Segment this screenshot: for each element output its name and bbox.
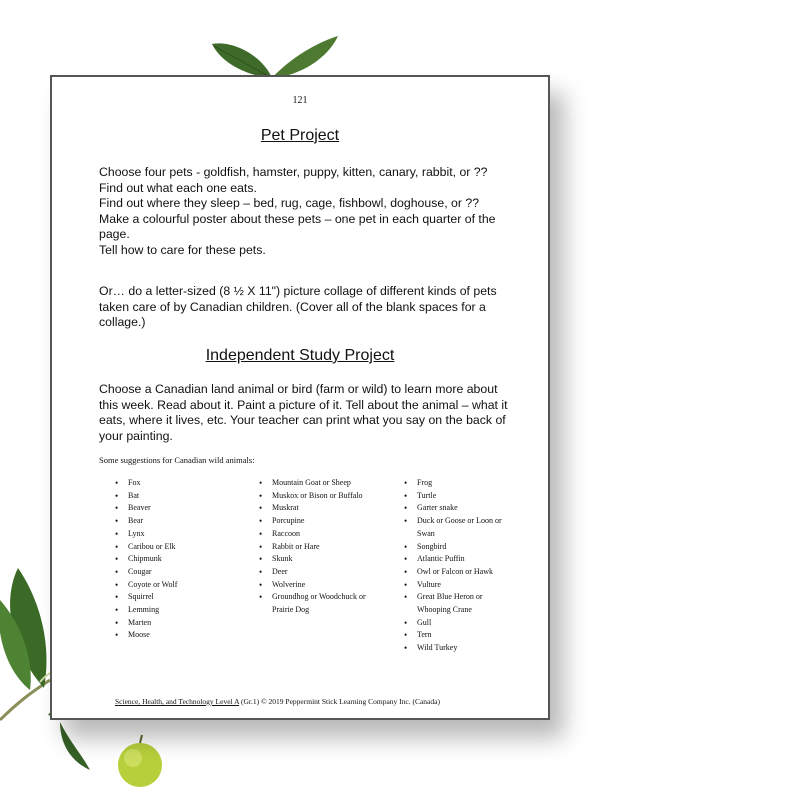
animal-list-item: • Gull [404,617,514,630]
animal-list-item: • Frog [404,477,514,490]
top-leaves [212,36,338,78]
animal-list-column-1 [115,477,225,642]
animal-list-item: • Caribou or Elk [115,541,225,554]
animal-list-item: • Groundhog or Woodchuck or Prairie Dog [259,591,379,616]
collage-instructions: Or… do a letter-sized (8 ½ X 11") picture collage of different kinds of pets taken care of by Canadian children. (Cover all of the blank spaces for a collage.) [99,284,497,329]
pet-project-instructions [99,165,509,258]
animal-list-column-2 [259,477,379,617]
animal-list-item: • Wolverine [259,579,379,592]
page-footer [115,697,440,706]
animal-list-item: • Rabbit or Hare [259,541,379,554]
animal-list-item: • Deer [259,566,379,579]
instruction-line: Find out what each one eats. [99,180,257,195]
animal-list-item: • Duck or Goose or Loon or Swan [404,515,514,540]
lime-fruit [118,735,162,787]
animal-list-item: • Raccoon [259,528,379,541]
animal-list-item: • Coyote or Wolf [115,579,225,592]
footer-copyright: (Gr.1) © 2019 Peppermint Stick Learning Company Inc. (Canada) [239,697,440,706]
animal-list-item: • Skunk [259,553,379,566]
animal-list-item: • Chipmunk [115,553,225,566]
animal-list-item: • Marten [115,617,225,630]
animal-list-item: • Tern [404,629,514,642]
animal-list-item: • Mountain Goat or Sheep [259,477,379,490]
animal-list-item: • Lynx [115,528,225,541]
page-number: 121 [292,95,308,106]
instruction-line: Choose four pets - goldfish, hamster, puppy, kitten, canary, rabbit, or ?? [99,165,488,179]
animal-list-item: • Wild Turkey [404,642,514,655]
animal-list-item: • Garter snake [404,502,514,515]
suggestions-heading: Some suggestions for Canadian wild animals: [99,455,255,465]
instruction-line: Tell how to care for these pets. [99,242,266,257]
animal-list-item: • Turtle [404,490,514,503]
animal-list-item: • Cougar [115,566,225,579]
animal-list-item: • Moose [115,629,225,642]
animal-list-item: • Vulture [404,579,514,592]
pet-project-title: Pet Project [260,127,340,144]
instruction-line: Find out where they sleep – bed, rug, cage, fishbowl, doghouse, or ?? [99,196,480,210]
animal-list-item: • Bat [115,490,225,503]
animal-list-item: • Fox [115,477,225,490]
animal-list-item: • Squirrel [115,591,225,604]
animal-list-item: • Great Blue Heron or Whooping Crane [404,591,514,616]
animal-list-item: • Beaver [115,502,225,515]
animal-list-item: • Owl or Falcon or Hawk [404,566,514,579]
animal-list-item: • Lemming [115,604,225,617]
independent-study-text: Choose a Canadian land animal or bird (farm or wild) to learn more about this week. Read about it. Paint a picture of it. Tell about the animal – what it eats, where it lives, etc. Your teacher can print what you say on the back of your painting. [99,382,508,443]
instruction-line: Make a colourful poster about these pets – one pet in each quarter of the page. [99,211,496,241]
animal-list-item: • Songbird [404,541,514,554]
animal-list-item: • Porcupine [259,515,379,528]
footer-title: Science, Health, and Technology Level A [115,697,240,706]
animal-list-item: • Muskrat [259,502,379,515]
animal-list-item: • Bear [115,515,225,528]
worksheet-page [50,75,550,720]
animal-list-item: • Atlantic Puffin [404,553,514,566]
animal-list-column-3 [404,477,514,655]
independent-study-title: Independent Study Project [205,347,395,364]
animal-list-item: • Muskox or Bison or Buffalo [259,490,379,503]
